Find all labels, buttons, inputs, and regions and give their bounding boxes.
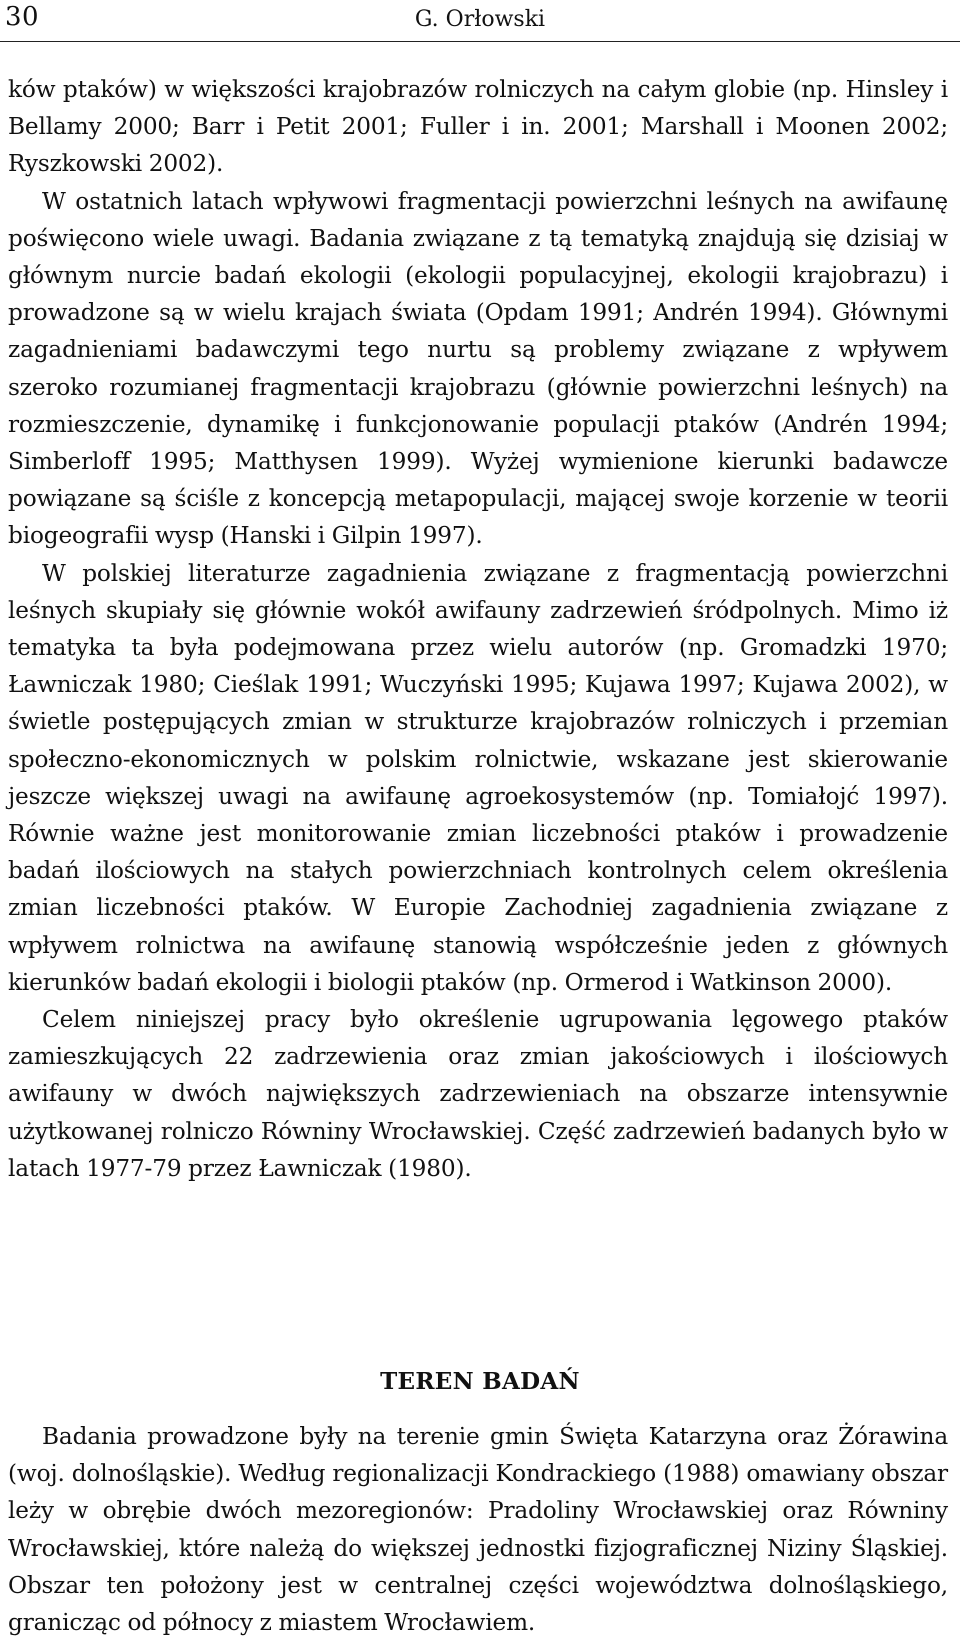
section-body bbox=[8, 1418, 948, 1641]
paragraph-aim: Celem niniejszej pracy było określenie ugrupowania lęgowego ptaków zamieszkujących 22 zadrzewienia oraz zmian jakościowych i ilościowych awifauny w dwóch największych zadrzewieniach na obszarze intensywnie użytkowanej rolniczo Równiny Wrocławskiej. Część zadrzewień badanych było w latach 1977-79 przez Ławniczak (1980). bbox=[8, 1006, 948, 1182]
paragraph-fragmentation: W ostatnich latach wpływowi fragmentacji powierzchni leśnych na awifaunę poświęcono wiele uwagi. Badania związane z tą tematyką znajdują się dzisiaj w głównym nurcie badań ekologii (ekologii populacyjnej, ekologii krajobrazu) i prowadzone są w wielu krajach świata (Opdam 1991; Andrén 1994). Głównymi zagadnieniami badawczymi tego nurtu są problemy związane z wpływem szeroko rozumianej fragmentacji krajobrazu (głównie powierzchni leśnych) na rozmieszczenie, dynamikę i funkcjonowanie populacji ptaków (Andrén 1994; Simberloff 1995; Matthysen 1999). Wyżej wymienione kierunki badawcze powiązane są ściśle z koncepcją metapopulacji, mającej swoje korzenie w teorii biogeografii wysp (Hanski i Gilpin 1997). bbox=[8, 187, 948, 550]
body-text bbox=[8, 71, 948, 1187]
section-heading: TEREN BADAŃ bbox=[380, 1368, 580, 1396]
paragraph-polish-literature: W polskiej literaturze zagadnienia związane z fragmentacją powierzchni leśnych skupiały się głównie wokół awifauny zadrzewień śródpolnych. Mimo iż tematyka ta była podejmowana przez wielu autorów (np. Gromadzki 1970; Ławniczak 1980; Cieślak 1991; Wuczyński 1995; Kujawa 1997; Kujawa 2002), w świetle postępujących zmian w strukturze krajobrazów rolniczych i przemian społeczno-ekonomicznych w polskim rolnictwie, wskazane jest skierowanie jeszcze większej uwagi na awifaunę agroekosystemów (np. Tomiałojć 1997). Równie ważne jest monitorowanie zmian liczebności ptaków i prowadzenie badań ilościowych na stałych powierzchniach kontrolnych celem określenia zmian liczebności ptaków. W Europie Zachodniej zagadnienia związane z wpływem rolnictwa na awifaunę stanowią współcześnie jeden z głównych kierunków badań ekologii i biologii ptaków (np. Ormerod i Watkinson 2000). bbox=[8, 559, 948, 996]
paragraph-continuation: ków ptaków) w większości krajobrazów rolniczych na całym globie (np. Hinsley i Bellamy 2000; Barr i Petit 2001; Fuller i in. 2001; Marshall i Moonen 2002; Ryszkowski 2002). bbox=[8, 76, 948, 178]
running-header bbox=[0, 0, 960, 42]
running-title: G. Orłowski bbox=[414, 7, 546, 32]
paragraph-study-area: Badania prowadzone były na terenie gmin Święta Katarzyna oraz Żórawina (woj. dolnośląskie). Według regionalizacji Kondrackiego (1988) omawiany obszar leży w obrębie dwóch mezoregionów: Pradoliny Wrocławskiej oraz Równiny Wrocławskiej, które należą do większej jednostki fizjograficznej Niziny Śląskiej. Obszar ten położony jest w centralnej części województwa dolnośląskiego, granicząc od północy z miastem Wrocławiem. bbox=[8, 1423, 948, 1637]
header-divider bbox=[0, 41, 960, 42]
page-number: 30 bbox=[5, 2, 40, 32]
